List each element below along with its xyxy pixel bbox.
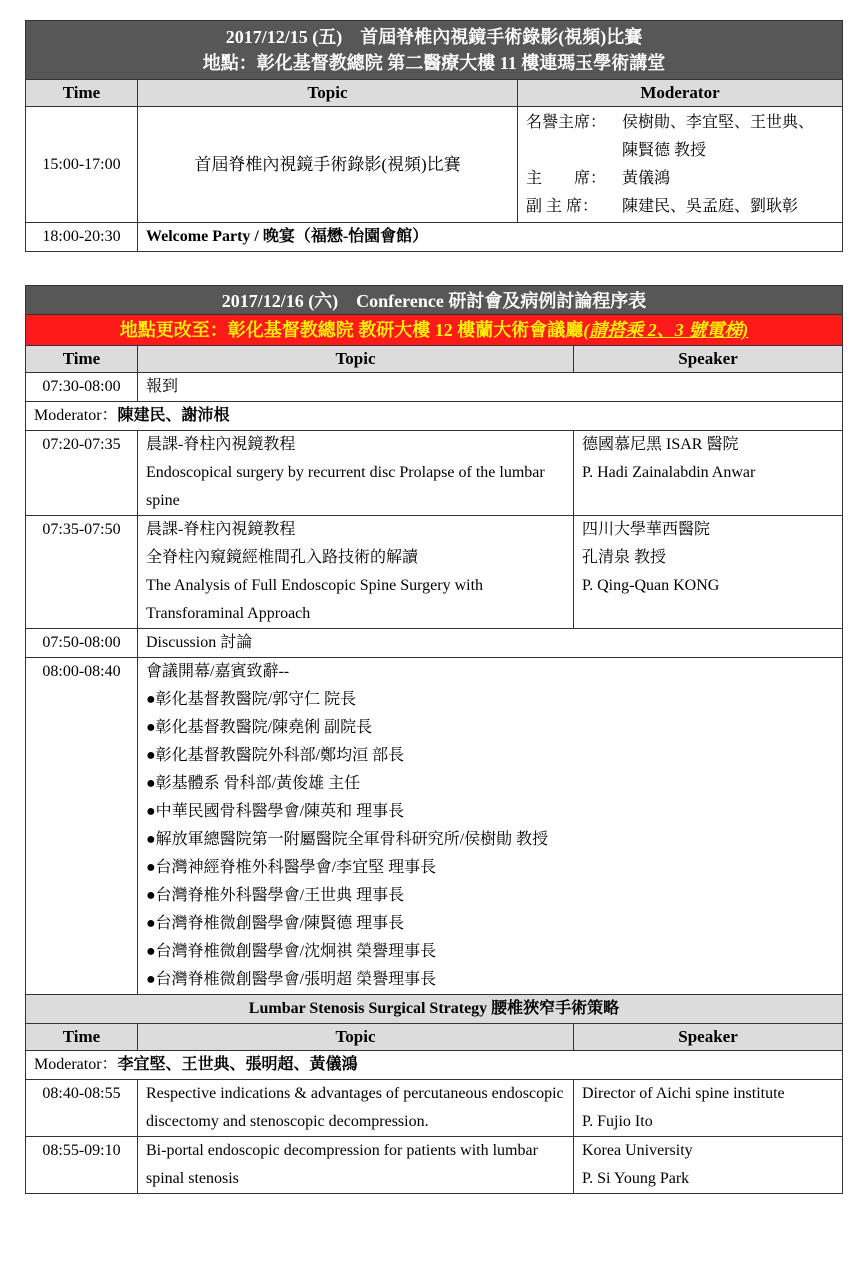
section-header-row — [26, 1024, 843, 1051]
day2-location — [26, 315, 843, 346]
row-topic: Bi-portal endoscopic decompression for patients with lumbar spinal stenosis — [138, 1137, 574, 1194]
table-row — [26, 658, 843, 995]
row-time: 07:30-08:00 — [26, 373, 138, 402]
day1-header-row — [26, 80, 843, 107]
day1-table — [25, 20, 843, 252]
row-time: 08:40-08:55 — [26, 1080, 138, 1137]
row-time: 08:00-08:40 — [26, 658, 138, 995]
row-topic: 首屆脊椎內視鏡手術錄影(視頻)比賽 — [138, 107, 518, 223]
moderator-line — [526, 165, 834, 193]
moderator-row — [26, 1051, 843, 1080]
row-topic: Respective indications & advantages of percutaneous endoscopic discectomy and stenoscopic decompression. — [138, 1080, 574, 1137]
moderator-names: 陳建民、謝沛根 — [117, 407, 230, 424]
topic-line: 全脊柱內窺鏡經椎間孔入路技術的解讀 — [146, 549, 419, 566]
moderator-label: 副 主 席： — [526, 198, 599, 215]
table-row — [26, 516, 843, 629]
moderator-label: 名譽主席： — [526, 114, 607, 131]
speaker-line: Director of Aichi spine institute — [582, 1085, 785, 1102]
speaker-line: 孔清泉 教授 — [582, 549, 667, 566]
moderator-line — [526, 193, 834, 221]
moderator-label — [526, 137, 622, 165]
row-speaker — [574, 1080, 843, 1137]
table-row — [26, 629, 843, 658]
row-topic: 報到 — [138, 373, 843, 402]
moderator-line — [526, 109, 834, 137]
speaker-line: Korea University — [582, 1142, 693, 1159]
topic-line: Endoscopical surgery by recurrent disc Prolapse of the lumbar spine — [146, 464, 545, 509]
list-item: ●台灣脊椎微創醫學會/張明超 榮譽理事長 — [146, 971, 437, 988]
list-item: ●台灣脊椎微創醫學會/沈炯祺 榮譽理事長 — [146, 943, 437, 960]
header-topic: Topic — [138, 1024, 574, 1051]
table-row — [26, 373, 843, 402]
row-time: 18:00-20:30 — [26, 223, 138, 252]
moderator-value: 侯樹勛、李宜堅、王世典、 — [622, 114, 815, 131]
row-topic: Discussion 討論 — [138, 629, 843, 658]
moderator-label: Moderator： — [34, 1056, 118, 1073]
day2-header-row — [26, 346, 843, 373]
topic-line: The Analysis of Full Endoscopic Spine Surgery with Transforaminal Approach — [146, 577, 484, 622]
table-row — [26, 107, 843, 223]
header-topic: Topic — [138, 346, 574, 373]
day2-title-row — [26, 286, 843, 315]
day2-table — [25, 285, 843, 1194]
day1-title-line1: 2017/12/15 (五) 首屆脊椎內視鏡手術錄影(視頻)比賽 — [225, 27, 643, 47]
topic-line: 晨課-脊柱內視鏡教程 — [146, 436, 296, 453]
day2-title: 2017/12/16 (六) Conference 研討會及病例討論程序表 — [26, 286, 843, 315]
header-topic: Topic — [138, 80, 518, 107]
moderator-label: 主 席： — [526, 170, 607, 187]
list-item: ●台灣脊椎外科醫學會/王世典 理事長 — [146, 887, 405, 904]
list-item: ●解放軍總醫院第一附屬醫院全軍骨科研究所/侯樹勛 教授 — [146, 831, 549, 848]
row-time: 07:20-07:35 — [26, 431, 138, 516]
header-time: Time — [26, 80, 138, 107]
row-speaker — [574, 516, 843, 629]
row-time: 15:00-17:00 — [26, 107, 138, 223]
list-item: ●彰化基督教醫院外科部/鄭均洹 部長 — [146, 747, 405, 764]
opening-heading: 會議開幕/嘉賓致辭-- — [146, 663, 290, 680]
header-speaker: Speaker — [574, 346, 843, 373]
row-topic: Welcome Party / 晚宴（福懋-怡園會館） — [138, 223, 843, 252]
row-time: 07:35-07:50 — [26, 516, 138, 629]
row-speaker — [574, 1137, 843, 1194]
list-item: ●彰化基督教醫院/郭守仁 院長 — [146, 691, 357, 708]
day2-location-row — [26, 315, 843, 346]
moderator-cell — [26, 1051, 843, 1080]
moderator-line — [526, 137, 834, 165]
header-moderator: Moderator — [518, 80, 843, 107]
header-time: Time — [26, 1024, 138, 1051]
row-moderators — [518, 107, 843, 223]
location-note: (請搭乘 2、3 號電梯) — [583, 320, 749, 340]
topic-line: 晨課-脊柱內視鏡教程 — [146, 521, 296, 538]
location-text: 地點更改至：彰化基督教總院 教研大樓 12 樓蘭大術會議廳 — [119, 320, 584, 340]
table-row — [26, 1137, 843, 1194]
header-speaker: Speaker — [574, 1024, 843, 1051]
header-time: Time — [26, 346, 138, 373]
day1-location: 地點：彰化基督教總院 第二醫療大樓 11 樓連瑪玉學術講堂 — [202, 53, 666, 73]
row-time: 07:50-08:00 — [26, 629, 138, 658]
moderator-names: 李宜堅、王世典、張明超、黃儀鴻 — [117, 1056, 358, 1073]
speaker-line: P. Fujio Ito — [582, 1113, 653, 1130]
moderator-cell — [26, 402, 843, 431]
moderator-value: 陳賢德 教授 — [622, 142, 707, 159]
table-row — [26, 1080, 843, 1137]
table-row — [26, 431, 843, 516]
moderator-value: 陳建民、吳孟庭、劉耿彰 — [622, 198, 799, 215]
day1-title — [26, 21, 843, 80]
row-topic — [138, 516, 574, 629]
speaker-line: P. Si Young Park — [582, 1170, 690, 1187]
list-item: ●台灣脊椎微創醫學會/陳賢德 理事長 — [146, 915, 405, 932]
day1-title-row — [26, 21, 843, 80]
section-title: Lumbar Stenosis Surgical Strategy 腰椎狹窄手術策略 — [26, 995, 843, 1024]
moderator-row — [26, 402, 843, 431]
row-topic — [138, 431, 574, 516]
speaker-line: 四川大學華西醫院 — [582, 521, 711, 538]
section-row — [26, 995, 843, 1024]
list-item: ●台灣神經脊椎外科醫學會/李宜堅 理事長 — [146, 859, 437, 876]
moderator-value: 黃儀鴻 — [622, 170, 671, 187]
table-row — [26, 223, 843, 252]
opening-list — [138, 658, 843, 995]
speaker-line: P. Qing-Quan KONG — [582, 577, 720, 594]
list-item: ●中華民國骨科醫學會/陳英和 理事長 — [146, 803, 405, 820]
moderator-label: Moderator： — [34, 407, 118, 424]
row-time: 08:55-09:10 — [26, 1137, 138, 1194]
row-speaker — [574, 431, 843, 516]
speaker-line: P. Hadi Zainalabdin Anwar — [582, 464, 756, 481]
list-item: ●彰化基督教醫院/陳堯俐 副院長 — [146, 719, 373, 736]
list-item: ●彰基體系 骨科部/黃俊雄 主任 — [146, 775, 361, 792]
speaker-line: 德國慕尼黑 ISAR 醫院 — [582, 436, 739, 453]
